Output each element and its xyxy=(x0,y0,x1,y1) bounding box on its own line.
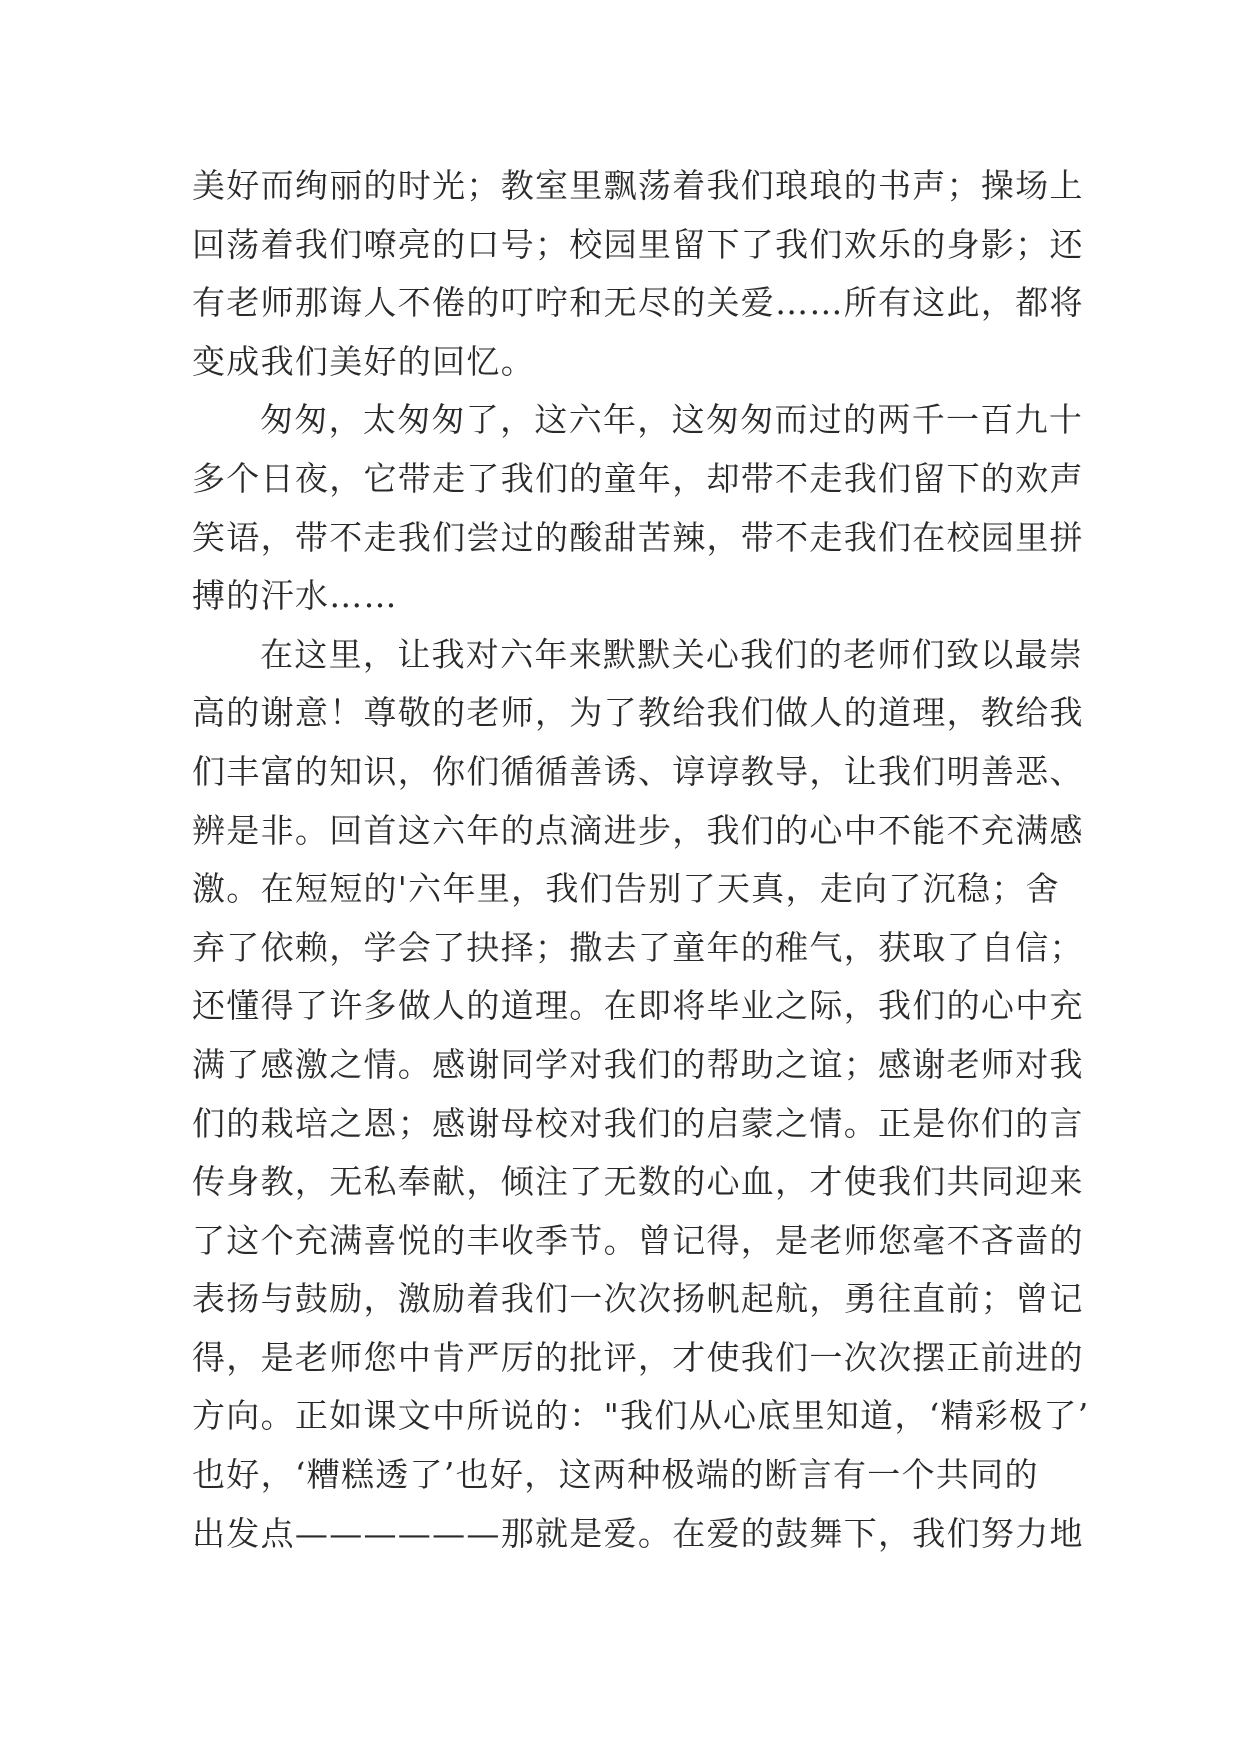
text-line: 方向。正如课文中所说的："我们从心底里知道，‘精彩极了’ xyxy=(192,1396,1090,1436)
text-line: 表扬与鼓励，激励着我们一次次扬帆起航，勇往直前；曾记 xyxy=(192,1279,1084,1319)
text-line: 得，是老师您中肯严厉的批评，才使我们一次次摆正前进的 xyxy=(192,1337,1084,1377)
text-line: 还懂得了许多做人的道理。在即将毕业之际，我们的心中充 xyxy=(192,986,1084,1026)
text-line: 高的谢意！尊敬的老师，为了教给我们做人的道理，教给我 xyxy=(192,693,1084,733)
paragraph-first-line: 匆匆，太匆匆了，这六年，这匆匆而过的两千一百九十 xyxy=(260,400,1084,440)
text-line: 美好而绚丽的时光；教室里飘荡着我们琅琅的书声；操场上 xyxy=(192,166,1084,205)
text-line: 回荡着我们嘹亮的口号；校园里留下了我们欢乐的身影；还 xyxy=(192,224,1084,264)
text-line: 了这个充满喜悦的丰收季节。曾记得，是老师您毫不吝啬的 xyxy=(192,1220,1084,1260)
paragraph-first-line: 在这里，让我对六年来默默关心我们的老师们致以最崇 xyxy=(260,634,1084,674)
text-line: 弃了依赖，学会了抉择；撒去了童年的稚气，获取了自信； xyxy=(192,927,1084,967)
text-line: 出发点——————那就是爱。在爱的鼓舞下，我们努力地 xyxy=(192,1513,1084,1553)
text-line: 传身教，无私奉献，倾注了无数的心血，才使我们共同迎来 xyxy=(192,1162,1084,1202)
text-line: 有老师那诲人不倦的叮咛和无尽的关爱……所有这此，都将 xyxy=(192,283,1084,323)
text-line: 多个日夜，它带走了我们的童年，却带不走我们留下的欢声 xyxy=(192,458,1084,498)
text-line: 变成我们美好的回忆。 xyxy=(192,341,535,381)
text-line: 笑语，带不走我们尝过的酸甜苦辣，带不走我们在校园里拼 xyxy=(192,517,1084,557)
text-line: 们丰富的知识，你们循循善诱、谆谆教导，让我们明善恶、 xyxy=(192,751,1084,791)
text-line: 激。在短短的'六年里，我们告别了天真，走向了沉稳；舍 xyxy=(192,869,1060,909)
text-line: 辨是非。回首这六年的点滴进步，我们的心中不能不充满感 xyxy=(192,810,1084,850)
text-line: 满了感激之情。感谢同学对我们的帮助之谊；感谢老师对我 xyxy=(192,1044,1084,1084)
text-line: 们的栽培之恩；感谢母校对我们的启蒙之情。正是你们的言 xyxy=(192,1103,1084,1143)
text-line: 也好，‘糟糕透了’也好，这两种极端的断言有一个共同的 xyxy=(192,1455,1039,1495)
text-line: 搏的汗水…… xyxy=(192,576,398,616)
document-text xyxy=(192,157,1090,1563)
